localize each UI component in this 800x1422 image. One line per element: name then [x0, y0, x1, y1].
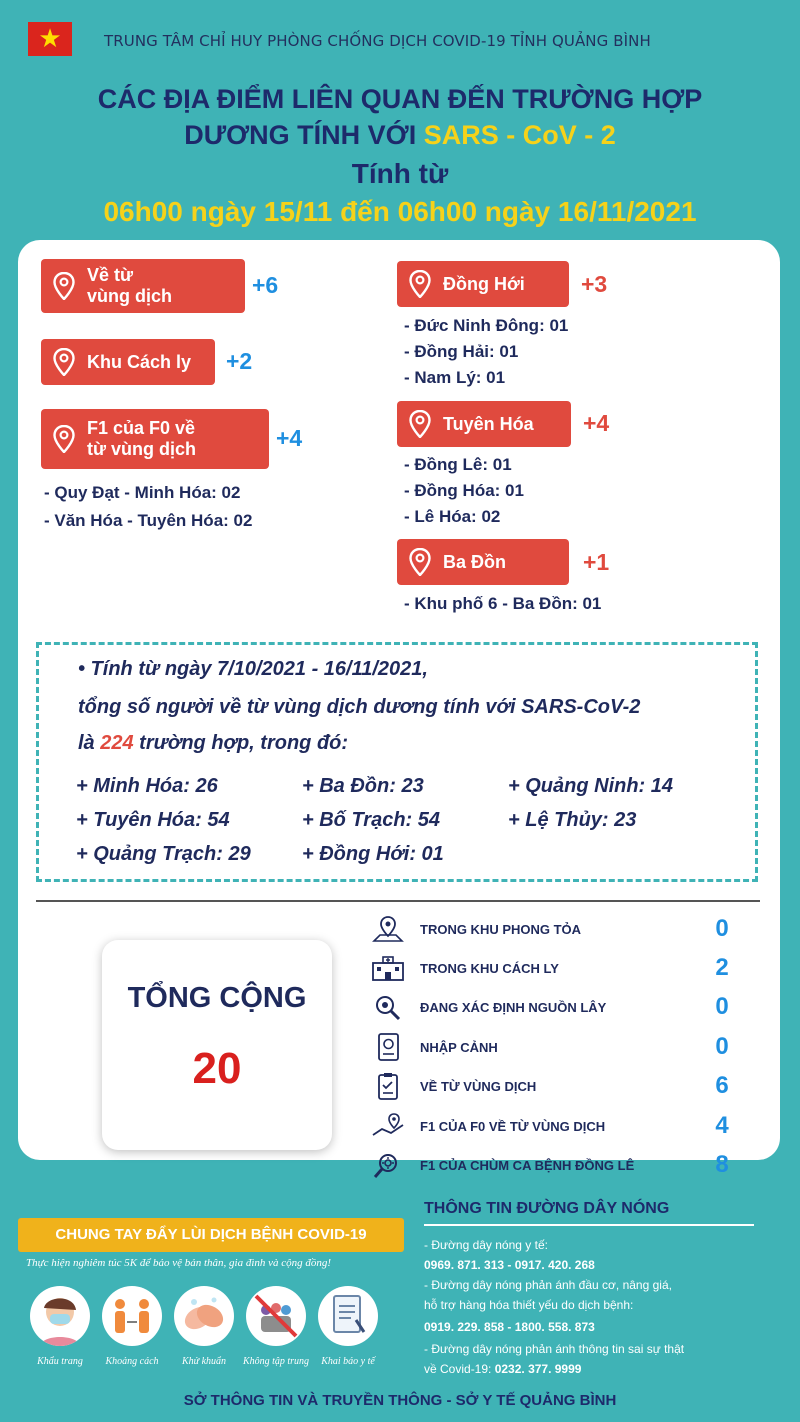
summary-line-2: tổng số người về từ vùng dịch dương tính với SARS-CoV-2	[78, 696, 641, 718]
clipboard-icon	[370, 1071, 406, 1101]
hotline-text: - Đường dây nóng phản ánh đầu cơ, nâng giá,	[424, 1278, 672, 1292]
divider	[36, 900, 760, 902]
sanitize-hands-icon	[174, 1286, 234, 1346]
list-item: - Nam Lý: 01	[404, 368, 506, 387]
health-declaration-label: Khai báo y tế	[321, 1356, 375, 1367]
stat-value: 0	[715, 915, 729, 942]
hotline-text: - Đường dây nóng y tế:	[424, 1238, 548, 1252]
total-card	[102, 940, 332, 1150]
stat-label: VỀ TỪ VÙNG DỊCH	[420, 1078, 537, 1094]
tag-f1-cua-f0	[41, 409, 269, 469]
mask-icon	[30, 1286, 90, 1346]
hotline-text: - Đường dây nóng phản ánh thông tin sai sự thật	[424, 1342, 685, 1356]
footer-credit: SỞ THÔNG TIN VÀ TRUYỀN THÔNG - SỞ Y TẾ QUẢNG BÌNH	[183, 1392, 617, 1409]
lockdown-pin-icon	[370, 914, 406, 944]
stat-value: 0	[715, 993, 729, 1020]
count-khu-cach-ly: +2	[226, 348, 253, 374]
tag-label: Về từ vùng dịch	[87, 265, 172, 306]
stat-value: 0	[715, 1033, 729, 1060]
tag-tuyen-hoa	[397, 401, 571, 447]
stat-row	[370, 951, 742, 985]
tag-label: Tuyên Hóa	[443, 413, 534, 434]
list-item: - Khu phố 6 - Ba Đồn: 01	[404, 594, 602, 613]
quarantine-building-icon	[370, 953, 406, 983]
sanitize-label: Khử khuẩn	[181, 1356, 227, 1367]
district-count: + Minh Hóa: 26	[76, 775, 218, 797]
location-pin-icon	[53, 348, 75, 376]
list-item: - Đức Ninh Đông: 01	[404, 316, 569, 335]
no-gathering-icon	[246, 1286, 306, 1346]
stat-row	[370, 990, 742, 1024]
count-f1-cua-f0: +4	[276, 425, 303, 451]
stat-row	[370, 912, 742, 946]
location-pin-icon	[53, 272, 75, 300]
count-tuyen-hoa: +4	[583, 410, 610, 436]
hotline-underline	[424, 1224, 754, 1226]
date-range: 06h00 ngày 15/11 đến 06h00 ngày 16/11/2021	[103, 196, 697, 227]
distance-label: Khoảng cách	[105, 1356, 159, 1367]
search-source-icon	[370, 992, 406, 1022]
stat-value: 4	[715, 1112, 729, 1139]
passport-icon	[370, 1032, 406, 1062]
list-item: - Văn Hóa - Tuyên Hóa: 02	[44, 511, 253, 530]
summary-line-1: • Tính từ ngày 7/10/2021 - 16/11/2021,	[78, 658, 428, 680]
tag-label: Khu Cách ly	[87, 351, 192, 372]
title-line-3: Tính từ	[351, 158, 449, 189]
count-ba-don: +1	[583, 549, 610, 575]
total-label: TỔNG CỘNG	[127, 982, 307, 1014]
stat-label: TRONG KHU CÁCH LY	[420, 960, 559, 976]
stat-row	[370, 1069, 742, 1103]
location-pin-icon	[409, 410, 431, 438]
health-declaration-icon	[318, 1286, 378, 1346]
count-dong-hoi: +3	[581, 271, 608, 297]
mask-label: Khẩu trang	[37, 1356, 83, 1367]
stat-row	[370, 1109, 742, 1143]
district-count: + Đồng Hới: 01	[302, 843, 444, 865]
title-line-1: CÁC ĐỊA ĐIỂM LIÊN QUAN ĐẾN TRƯỜNG HỢP	[97, 84, 703, 114]
summary-line-3: là 224 trường hợp, trong đó:	[78, 732, 349, 754]
location-pin-icon	[409, 270, 431, 298]
campaign-motto: Thực hiện nghiêm túc 5K để bảo vệ bản thân, gia đình và cộng đồng!	[26, 1257, 332, 1269]
hotline-title: THÔNG TIN ĐƯỜNG DÂY NÓNG	[424, 1200, 670, 1217]
stat-label: TRONG KHU PHONG TỎA	[420, 921, 582, 937]
title-line-2: DƯƠNG TÍNH VỚI SARS - CoV - 2	[184, 120, 616, 150]
list-item: - Đồng Lê: 01	[404, 455, 512, 474]
total-value: 20	[192, 1044, 242, 1093]
location-pin-icon	[409, 548, 431, 576]
tag-dong-hoi	[397, 261, 569, 307]
stat-value: 2	[715, 954, 729, 981]
stat-label: NHẬP CẢNH	[420, 1039, 498, 1055]
stat-label: F1 CỦA CHÙM CA BỆNH ĐỒNG LÊ	[420, 1157, 635, 1173]
district-count: + Bố Trạch: 54	[302, 809, 441, 831]
tag-ba-don	[397, 539, 569, 585]
stat-value: 8	[715, 1151, 729, 1178]
count-ve-tu-vung-dich: +6	[252, 272, 279, 298]
list-item: - Đồng Hải: 01	[404, 342, 519, 361]
hotline-text: về Covid-19: 0232. 377. 9999	[424, 1362, 582, 1376]
district-count: + Lệ Thủy: 23	[508, 809, 637, 831]
tag-label: F1 của F0 về từ vùng dịch	[87, 418, 197, 459]
district-count: + Ba Đồn: 23	[302, 775, 424, 797]
organization-name: TRUNG TÂM CHỈ HUY PHÒNG CHỐNG DỊCH COVID-19 TỈNH QUẢNG BÌNH	[104, 32, 651, 50]
distance-icon	[102, 1286, 162, 1346]
stat-label: ĐANG XÁC ĐỊNH NGUỒN LÂY	[420, 999, 607, 1015]
hotline-text: hỗ trợ hàng hóa thiết yếu do dịch bệnh:	[424, 1298, 634, 1312]
hotline-number: 0969. 871. 313 - 0917. 420. 268	[424, 1258, 595, 1272]
hotline-number: 0919. 229. 858 - 1800. 558. 873	[424, 1320, 595, 1334]
stat-row	[370, 1148, 742, 1182]
district-count: + Quảng Trạch: 29	[76, 843, 251, 865]
campaign-banner: CHUNG TAY ĐẨY LÙI DỊCH BỆNH COVID-19	[18, 1218, 404, 1252]
vietnam-flag-icon: ★	[28, 22, 72, 56]
district-count: + Quảng Ninh: 14	[508, 775, 674, 797]
tag-label: Ba Đồn	[443, 551, 506, 572]
tag-label: Đồng Hới	[443, 273, 525, 294]
stat-value: 6	[715, 1072, 729, 1099]
list-item: - Quy Đạt - Minh Hóa: 02	[44, 483, 241, 502]
stat-label: F1 CỦA F0 VỀ TỪ VÙNG DỊCH	[420, 1118, 606, 1134]
tag-khu-cach-ly	[41, 339, 215, 385]
map-route-icon	[370, 1111, 406, 1141]
list-item: - Đồng Hóa: 01	[404, 481, 524, 500]
list-item: - Lê Hóa: 02	[404, 507, 501, 526]
no-gathering-label: Không tập trung	[242, 1356, 310, 1367]
district-count: + Tuyên Hóa: 54	[76, 809, 230, 831]
stat-row	[370, 1030, 742, 1064]
tag-ve-tu-vung-dich	[41, 259, 245, 313]
location-pin-icon	[53, 425, 75, 453]
virus-search-icon	[370, 1150, 406, 1180]
